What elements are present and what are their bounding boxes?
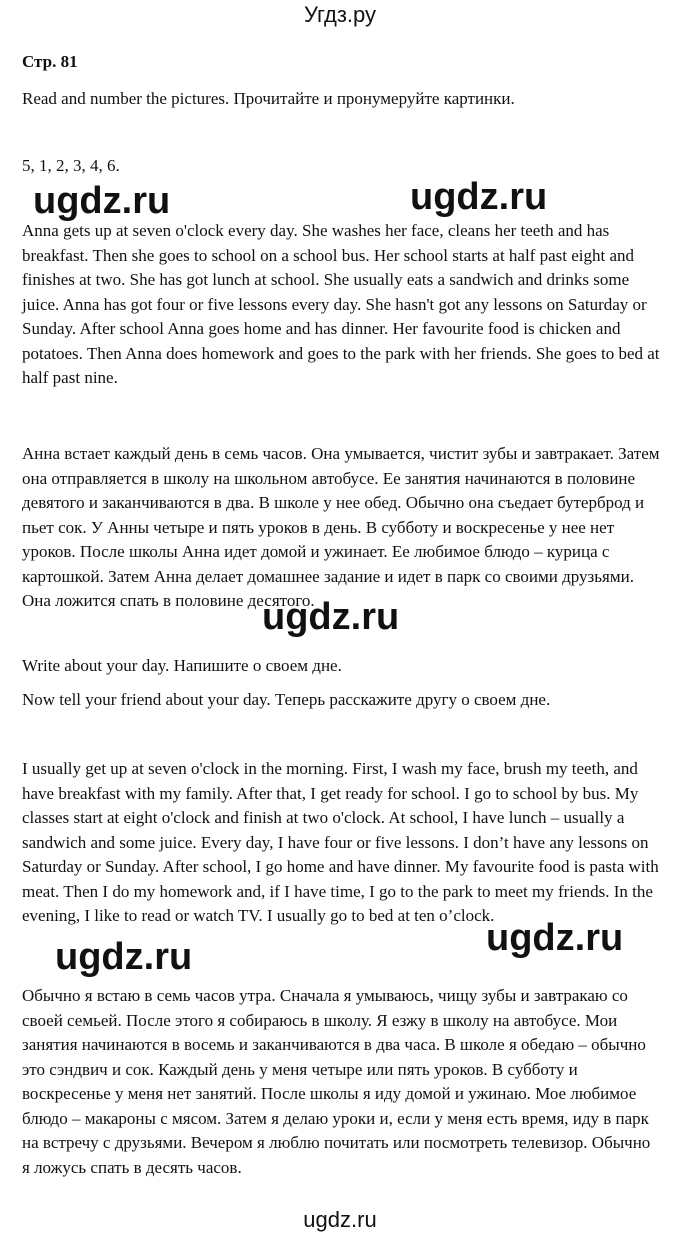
task1-instruction: Read and number the pictures. Прочитайте и пронумеруйте картинки. xyxy=(22,89,515,108)
my-day-english-paragraph: I usually get up at seven o'clock in the morning. First, I wash my face, brush my teeth, and have breakfast with my family. After that, I get ready for school. I go to school by bus. My classes start at eight o'clock and finish at two o'clock. At school, I have lunch – usually a sandwich and some juice. Every day, I have four or five lessons. I don’t have any lessons on Saturday or Sunday. After school, I go home and have dinner. My favourite food is pasta with meat. Then I do my homework and, if I have time, I go to the park to meet my friends. In the evening, I like to read or watch TV. I usually go to bed at ten o’clock. xyxy=(22,759,659,925)
site-footer-link[interactable]: ugdz.ru xyxy=(303,1207,377,1232)
watermark: ugdz.ru xyxy=(33,180,171,222)
watermark: ugdz.ru xyxy=(410,176,548,218)
watermark: ugdz.ru xyxy=(486,917,624,959)
watermark: ugdz.ru xyxy=(55,936,193,978)
task2-instruction: Write about your day. Напишите о своем дне. xyxy=(22,656,342,675)
my-day-russian-paragraph: Обычно я встаю в семь часов утра. Сначала я умываюсь, чищу зубы и завтракаю со своей семьей. После этого я собираюсь в школу. Я езжу в школу на автобусе. Мои занятия начинаются в восемь и заканчиваются в два часа. В школе я обедаю – обычно это сэндвич и сок. Каждый день у меня четыре или пять уроков. В субботу и воскресенье у меня нет занятий. После школы я иду домой и ужинаю. Мое любимое блюдо – макароны с мясом. Затем я делаю уроки и, если у меня есть время, иду в парк на встречу с друзьями. Вечером я люблю почитать или посмотреть телевизор. Обычно я ложусь спать в десять часов. xyxy=(22,986,651,1177)
watermark: ugdz.ru xyxy=(262,596,400,638)
story-english-paragraph: Anna gets up at seven o'clock every day. She washes her face, cleans her teeth and has breakfast. Then she goes to school on a school bus. Her school starts at half past eight and finishes at two. She has got lunch at school. She usually eats a sandwich and drinks some juice. Anna has got four or five lessons every day. She hasn't got any lessons on Saturday or Sunday. After school Anna goes home and has dinner. Her favourite food is chicken and potatoes. Then Anna does homework and goes to the park with her friends. She goes to bed at half past nine. xyxy=(22,221,660,387)
task3-instruction: Now tell your friend about your day. Теперь расскажите другу о своем дне. xyxy=(22,690,551,709)
story-russian-paragraph: Анна встает каждый день в семь часов. Она умывается, чистит зубы и завтракает. Затем она отправляется в школу на школьном автобусе. Ее занятия начинаются в половине девятого и заканчиваются в два. В школе у нее обед. Обычно она съедает бутерброд и пьет сок. У Анны четыре и пять уроков в день. В субботу и воскресенье у нее нет уроков. После школы Анна идет домой и ужинает. Ее любимое блюдо – курица с картошкой. Затем Анна делает домашнее задание и идет в парк со своими друзьями. Она ложится спать в половине десятого. xyxy=(22,444,660,610)
site-header-title: Угдз.ру xyxy=(303,2,377,27)
answer-order: 5, 1, 2, 3, 4, 6. xyxy=(22,156,120,175)
page-reference: Стр. 81 xyxy=(22,52,78,71)
